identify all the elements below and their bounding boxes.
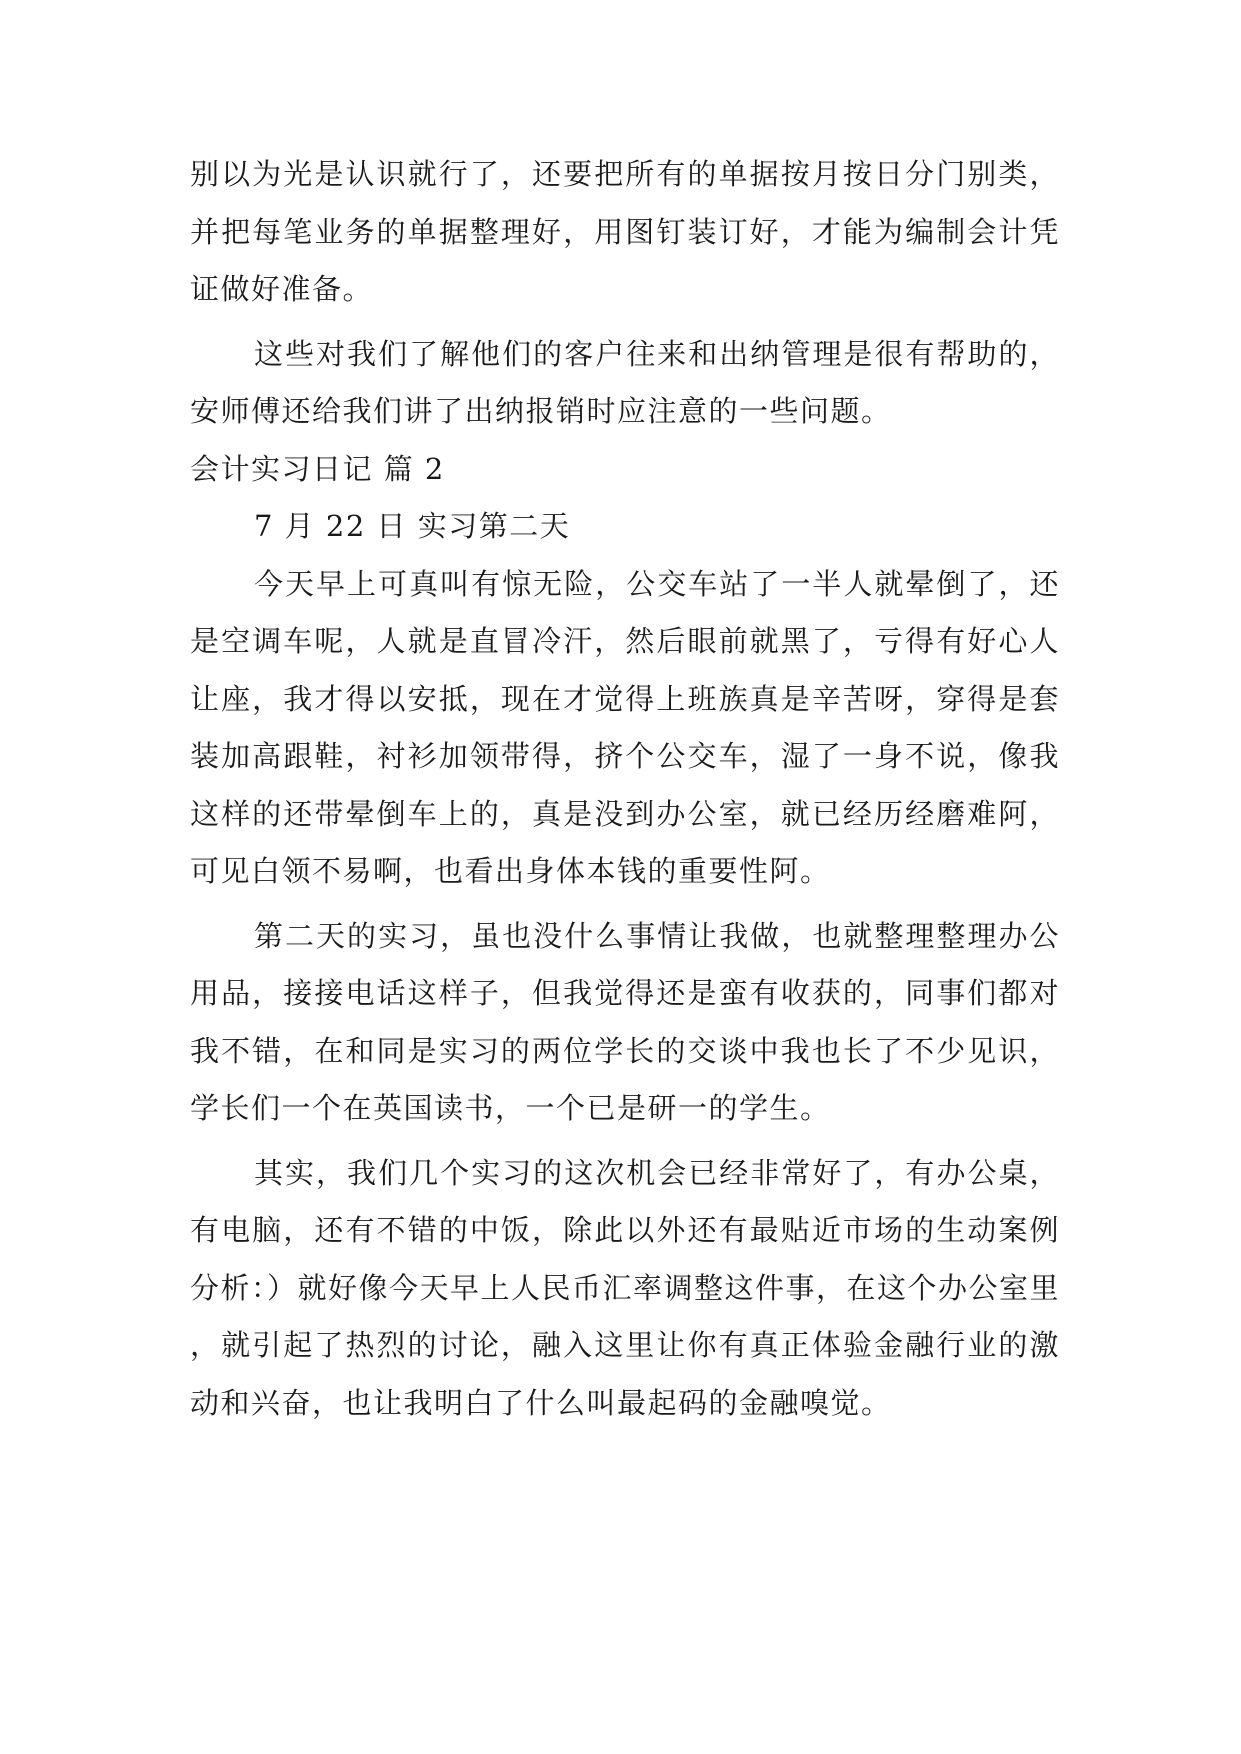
paragraph-morning-commute: 今天早上可真叫有惊无险，公交车站了一半人就晕倒了，还是空调车呢，人就是直冒冷汗，然后眼前就黑了，亏得有好心人让座，我才得以安抵，现在才觉得上班族真是辛苦呀，穿得是套装加高跟鞋，衬衫加领带得，挤个公交车，湿了一身不说，像我这样的还带晕倒车上的，真是没到办公室，就已经历经磨难阿，可见白领不易啊，也看出身体本钱的重要性阿。 xyxy=(190,566,1060,888)
section-heading: 会计实习日记 篇 2 xyxy=(190,451,445,486)
paragraph-second-day: 第二天的实习，虽也没什么事情让我做，也就整理整理办公用品，接接电话这样子，但我觉得还是蛮有收获的，同事们都对我不错，在和同是实习的两位学长的交谈中我也长了不少见识，学长们一个在英国读书，一个已是研一的学生。 xyxy=(190,918,1060,1125)
paragraph-opportunity: 其实，我们几个实习的这次机会已经非常好了，有办公桌，有电脑，还有不错的中饭，除此以外还有最贴近市场的生动案例分析：）就好像今天早上人民币汇率调整这件事，在这个办公室里，就引起了热烈的讨论，融入这里让你有真正体验金融行业的激动和兴奋，也让我明白了什么叫最起码的金融嗅觉。 xyxy=(190,1155,1061,1420)
paragraph-cashier-notes: 这些对我们了解他们的客户往来和出纳管理是很有帮助的，安师傅还给我们讲了出纳报销时应注意的一些问题。 xyxy=(190,336,1060,428)
entry-date-heading: 7 月 22 日 实习第二天 xyxy=(254,509,571,543)
paragraph-continuation: 别以为光是认识就行了，还要把所有的单据按月按日分门别类，并把每笔业务的单据整理好，用图钉装订好，才能为编制会计凭证做好准备。 xyxy=(190,157,1060,306)
document-body xyxy=(190,146,1060,1432)
